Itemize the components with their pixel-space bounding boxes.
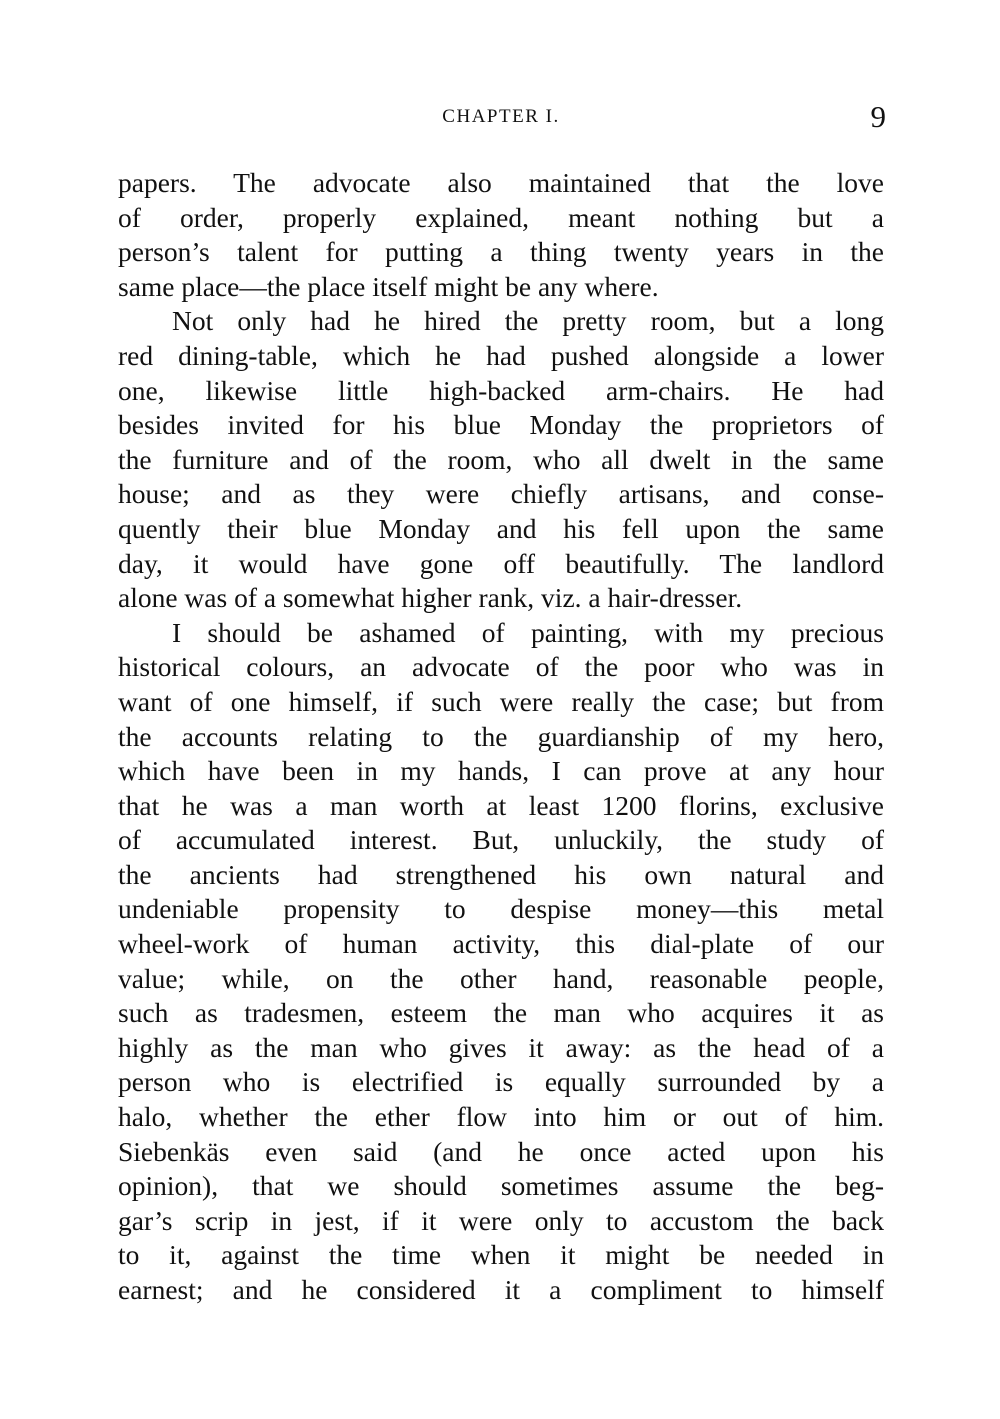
text-line: such as tradesmen, esteem the man who acquires it as [118,997,884,1029]
text-line: opinion), that we should sometimes assume the beg- [118,1170,884,1202]
running-title: CHAPTER I. [442,106,560,127]
text-line: person who is electrified is equally surrounded by a [118,1066,884,1098]
text-line: of accumulated interest. But, unluckily, the study of [118,824,884,856]
text-line: gar’s scrip in jest, if it were only to accustom the back [118,1204,884,1236]
text-line: the furniture and of the room, who all dwelt in the same [118,443,884,475]
text-line: of order, properly explained, meant nothing but a [118,201,884,233]
text-line: person’s talent for putting a thing twenty years in the [118,236,884,268]
text-line: Siebenkäs even said (and he once acted upon his [118,1135,884,1167]
text-line: want of one himself, if such were really the case; but from [118,685,884,717]
text-line: same place—the place itself might be any where. [118,270,659,302]
text-line: to it, against the time when it might be needed in [118,1239,884,1271]
text-line: Not only had he hired the pretty room, but a long [172,305,884,337]
text-line: one, likewise little high-backed arm-chairs. He had [118,374,884,406]
body-text [118,166,884,1308]
text-line: besides invited for his blue Monday the proprietors of [118,409,884,441]
text-line: the ancients had strengthened his own natural and [118,858,884,890]
text-line: undeniable propensity to despise money—this metal [118,893,884,925]
text-line: papers. The advocate also maintained that the love [118,167,884,198]
text-line: the accounts relating to the guardianship of my hero, [118,720,884,752]
text-line: wheel-work of human activity, this dial-plate of our [118,928,884,960]
text-line: value; while, on the other hand, reasonable people, [118,962,884,994]
text-line: halo, whether the ether flow into him or out of him. [118,1101,884,1133]
text-line: which have been in my hands, I can prove at any hour [118,755,884,787]
text-line: highly as the man who gives it away: as the head of a [118,1031,884,1063]
text-line: earnest; and he considered it a compliment to himself [118,1274,884,1305]
text-line: historical colours, an advocate of the poor who was in [118,651,884,683]
text-line: day, it would have gone off beautifully. The landlord [118,547,884,579]
text-line: alone was of a somewhat higher rank, viz. a hair-dresser. [118,582,743,614]
text-line: that he was a man worth at least 1200 florins, exclusive [118,789,884,821]
text-line: quently their blue Monday and his fell upon the same [118,512,884,544]
running-head [118,99,886,136]
page-number: 9 [870,99,886,134]
text-line: house; and as they were chiefly artisans, and conse- [118,478,884,510]
text-line: I should be ashamed of painting, with my precious [172,616,884,648]
text-line: red dining-table, which he had pushed alongside a lower [118,339,884,371]
